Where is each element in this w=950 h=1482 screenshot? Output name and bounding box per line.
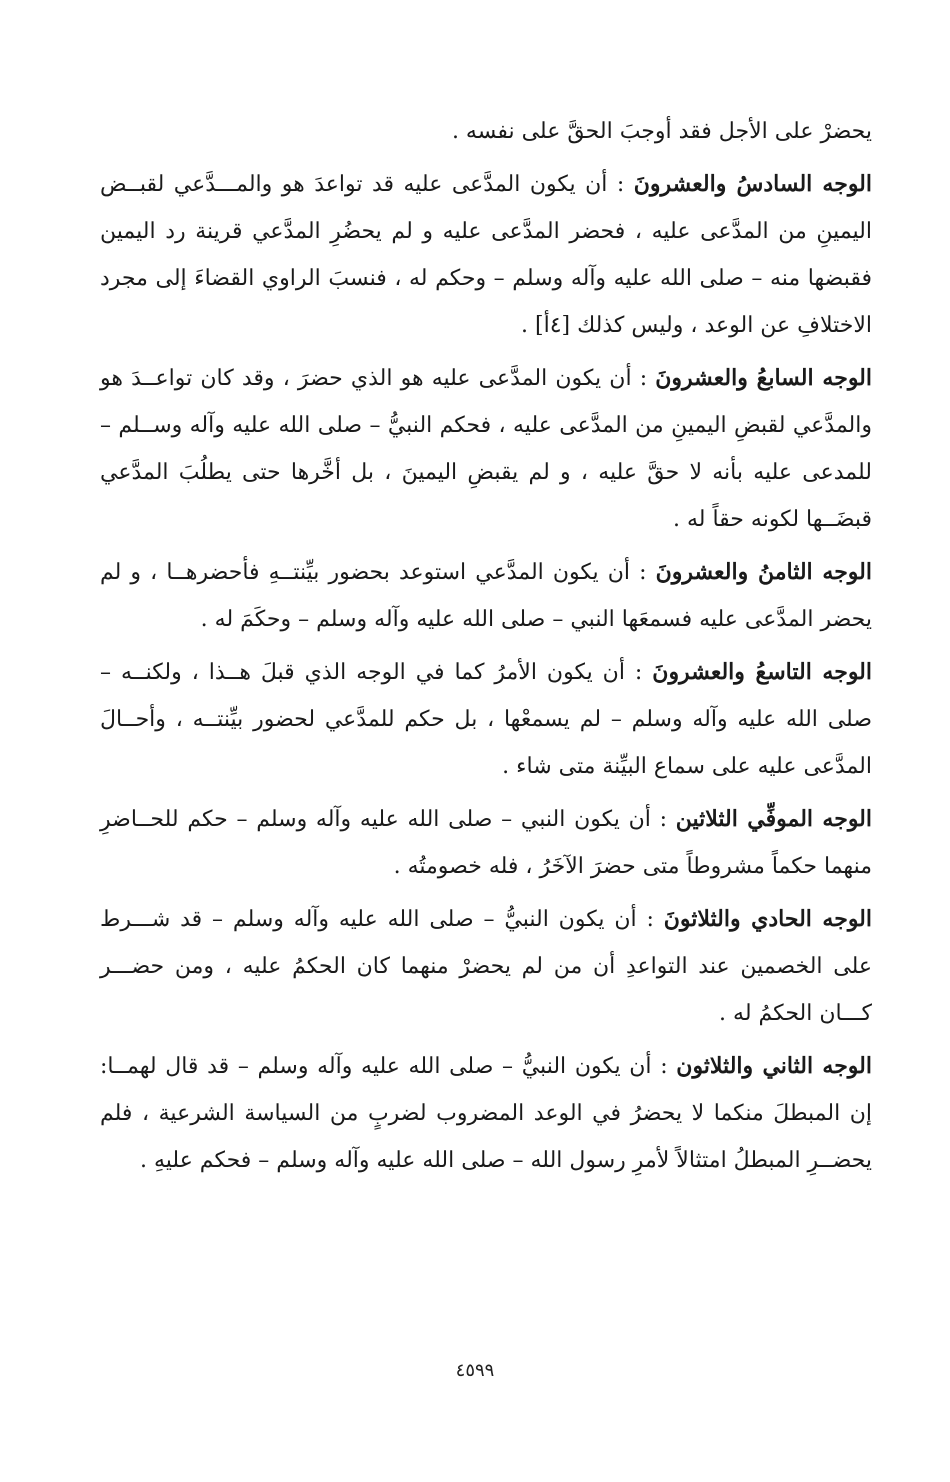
paragraph-continuation [100, 108, 872, 155]
paragraph-27 [100, 355, 872, 543]
paragraph-text: : أن يكون المدَّعى عليه هو الذي حضرَ ، وقد كان تواعــدَ هو والمدَّعي لقبضِ اليمينِ من المدَّعى عليه ، فحكم النبيُّ – صلى الله عليه وآله وســلم – للمدعى عليه بأنه لا حقَّ عليه ، و لم يقبضِ اليمينَ ، بل أخَّرها حتى يطلُبَ المدَّعي قبضَــها لكونه حقاً له . [100, 366, 872, 532]
paragraph-text: يحضرْ على الأجل فقد أوجبَ الحقَّ على نفسه . [451, 119, 872, 144]
paragraph-26 [100, 161, 872, 349]
paragraph-28 [100, 549, 872, 643]
paragraph-text: : أن يكون النبيُّ – صلى الله عليه وآله وسلم – قد شـــرط على الخصمين عند التواعدِ أن من لم يحضرْ منهما كان الحكمُ عليه ، ومن حضـــر كـــان الحكمُ له . [100, 907, 872, 1026]
paragraph-heading: الوجه الثاني والثلاثون [676, 1053, 872, 1079]
paragraph-heading: الوجه الحادي والثلاثونَ [663, 906, 872, 932]
paragraph-text: : أن يكون الأمرُ كما في الوجه الذي قبلَ هــذا ، ولكنــه – صلى الله عليه وآله وسلم – لم يسمعْها ، بل حكم للمدَّعي لحضور بيِّنتــه ، وأحــالَ المدَّعى عليه على سماع البيِّنة متى شاء . [100, 660, 872, 779]
paragraph-heading: الوجه السابعُ والعشرونَ [655, 365, 873, 391]
paragraph-heading: الوجه الموفِّي الثلاثين [675, 806, 872, 832]
text-body [100, 108, 872, 1190]
paragraph-29 [100, 649, 872, 790]
paragraph-30 [100, 796, 872, 890]
paragraph-heading: الوجه السادسُ والعشرونَ [633, 171, 873, 197]
paragraph-text: : أن يكون النبيُّ – صلى الله عليه وآله وسلم – قد قال لهمــا: إن المبطلَ منكما لا يحضرُ في الوعد المضروب لضربٍ من السياسة الشرعية ، فلم يحضــرِ المبطلُ امتثالاً لأمرِ رسول الله – صلى الله عليه وآله وسلم – فحكم عليهِ . [100, 1054, 872, 1173]
paragraph-heading: الوجه التاسعُ والعشرونَ [652, 659, 872, 685]
paragraph-heading: الوجه الثامنُ والعشرونَ [655, 559, 872, 585]
paragraph-text: : أن يكون المدَّعي استوعد بحضور بيِّنتــهِ فأحضرهــا ، و لم يحضر المدَّعى عليه فسمعَها النبي – صلى الله عليه وآله وسلم – وحكَمَ له . [100, 560, 872, 632]
page-number: ٤٥٩٩ [455, 1360, 495, 1381]
paragraph-text: : أن يكون المدَّعى عليه قد تواعدَ هو والمـــدَّعي لقبــض اليمينِ من المدَّعى عليه ، فحضر المدَّعى عليه و لم يحضُرِ المدَّعي قرينة رد اليمين فقبضها منه – صلى الله عليه وآله وسلم – وحكم له ، فنسبَ الراوي القضاءَ إلى مجرد الاختلافِ عن الوعد ، وليس كذلك [٤أ] . [100, 172, 872, 338]
paragraph-31 [100, 896, 872, 1037]
paragraph-text: : أن يكون النبي – صلى الله عليه وآله وسلم – حكم للحــاضرِ منهما حكماً مشروطاً متى حضرَ الآخَرُ ، فله خصومتُه . [100, 807, 872, 879]
paragraph-32 [100, 1043, 872, 1184]
